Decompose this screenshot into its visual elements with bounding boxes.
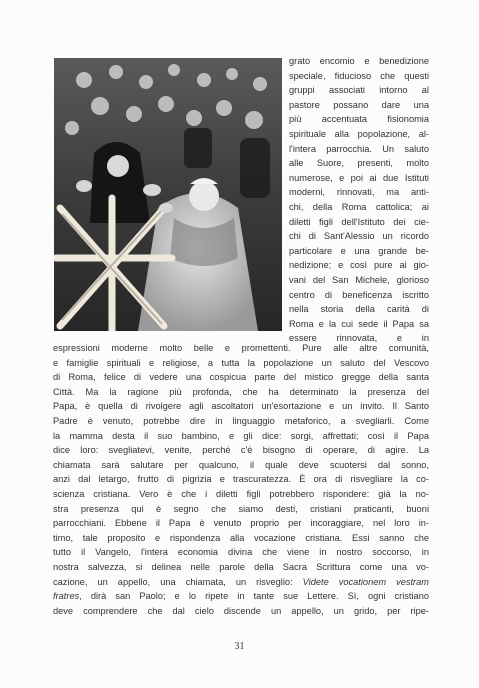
- text-line: espressioni moderne molto belle e promettenti. Pure alle altre comunità,: [53, 343, 429, 353]
- text-line: essere rinnovata, e in: [289, 333, 429, 344]
- text-line: chiamata sarà salutare per qualcuno, il quale deve scuotersi dal sonno,: [53, 459, 429, 470]
- text-line: nedizione; e così pure ai gio-: [289, 260, 429, 271]
- text-line: Papa, è quella di rivolgere agli ascoltatori un'esortazione e un invito. Il Santo: [53, 401, 429, 412]
- text-line: di Roma, felice di vedere una cospicua parte del mistico gregge della santa: [53, 372, 429, 383]
- page-number: 31: [234, 641, 245, 652]
- body-text: [53, 341, 429, 618]
- text-line: Roma e la cui sede il Papa sa: [289, 318, 429, 329]
- text-line: chi di Sant'Alessio un ricordo: [289, 231, 429, 242]
- text-line: numerose, e poi ai due Istituti: [289, 172, 429, 183]
- latin-quote-end: fratres: [53, 591, 80, 602]
- text-line: timo, tale proposito e rispondenza alla vocazione cristiana. Essi sanno che: [53, 532, 429, 543]
- text-line: speciale, fiducioso che questi: [289, 70, 429, 81]
- right-column-text: [289, 54, 429, 346]
- text-line: parrocchiani. Ebbene il Papa è venuto proprio per incoraggiare, nel loro in-: [53, 518, 429, 529]
- historical-photo: [54, 58, 282, 331]
- text-line: più accentuata fisionomia: [289, 114, 429, 125]
- text-line: grato encomio e benedizione: [289, 56, 429, 66]
- text-line: la mamma desta il suo bambino, e gli dice: sorgi, affrettati; così il Papa: [53, 430, 429, 441]
- text-line: vani del San Michele, glorioso: [289, 274, 429, 285]
- text-line-with-quote: [53, 575, 429, 590]
- text-line: deve comprendere che dal cielo discende un appello, un grido, per ripe-: [53, 605, 429, 616]
- text-line: e famiglie spirituali e religiose, a tutta la popolazione un saluto del Vescovo: [53, 357, 429, 368]
- text-line: scienza cristiana. Vero è che i diletti figli potrebbero rispondere: già la no-: [53, 488, 429, 499]
- text-line: particolare e una grande be-: [289, 245, 429, 256]
- text-line: pastore possano dare una: [289, 99, 429, 110]
- text-line: diletti figli dell'Istituto dei cie-: [289, 216, 429, 227]
- text-line: Città. Ma la ragione più profonda, che ha determinato la presenza del: [53, 386, 429, 397]
- text-line: centro di beneficenza iscritto: [289, 289, 429, 300]
- text-line: l'intera parrocchia. Un saluto: [289, 143, 429, 154]
- text-line: spirituale alla popolazione, al-: [289, 128, 429, 139]
- text-line: chi, della Roma cattolica; ai: [289, 201, 429, 212]
- text-line-with-quote: [53, 589, 429, 604]
- text-line: moderni, rinnovati, ma anti-: [289, 187, 429, 198]
- text-line: gruppi associati intorno al: [289, 85, 429, 96]
- text-run: cazione, un appello, una chiamata, un risveglio:: [53, 576, 303, 587]
- photo-image: [54, 58, 282, 331]
- text-line: nella storia della carità di: [289, 304, 429, 315]
- text-line: anzi dal letargo, frutto di pigrizia e trascuratezza. È ora di risvegliare la co-: [53, 474, 429, 485]
- text-line: stra presenza qui è segno che siamo desti, cristiani praticanti, buoni: [53, 503, 429, 514]
- text-line: nostra salvezza, si delinea nelle parole della Sacra Scrittura come una vo-: [53, 561, 429, 572]
- text-line: Padre è venuto, potrebbe dire in linguaggio metaforico, a svegliarli. Come: [53, 415, 429, 426]
- latin-quote: Videte vocationem vestram: [302, 576, 429, 587]
- text-line: alle Suore, presenti, molto: [289, 158, 429, 169]
- text-line: dice loro: svegliatevi, venite, perché c'è bisogno di operare, di agire. La: [53, 445, 429, 456]
- text-line: tutto il Vangelo, l'intera economia divina che viene in nostro soccorso, in: [53, 547, 429, 558]
- text-run: , dirà san Paolo; e lo ripete in tante sue Lettere. Sì, ogni cristiano: [79, 591, 429, 602]
